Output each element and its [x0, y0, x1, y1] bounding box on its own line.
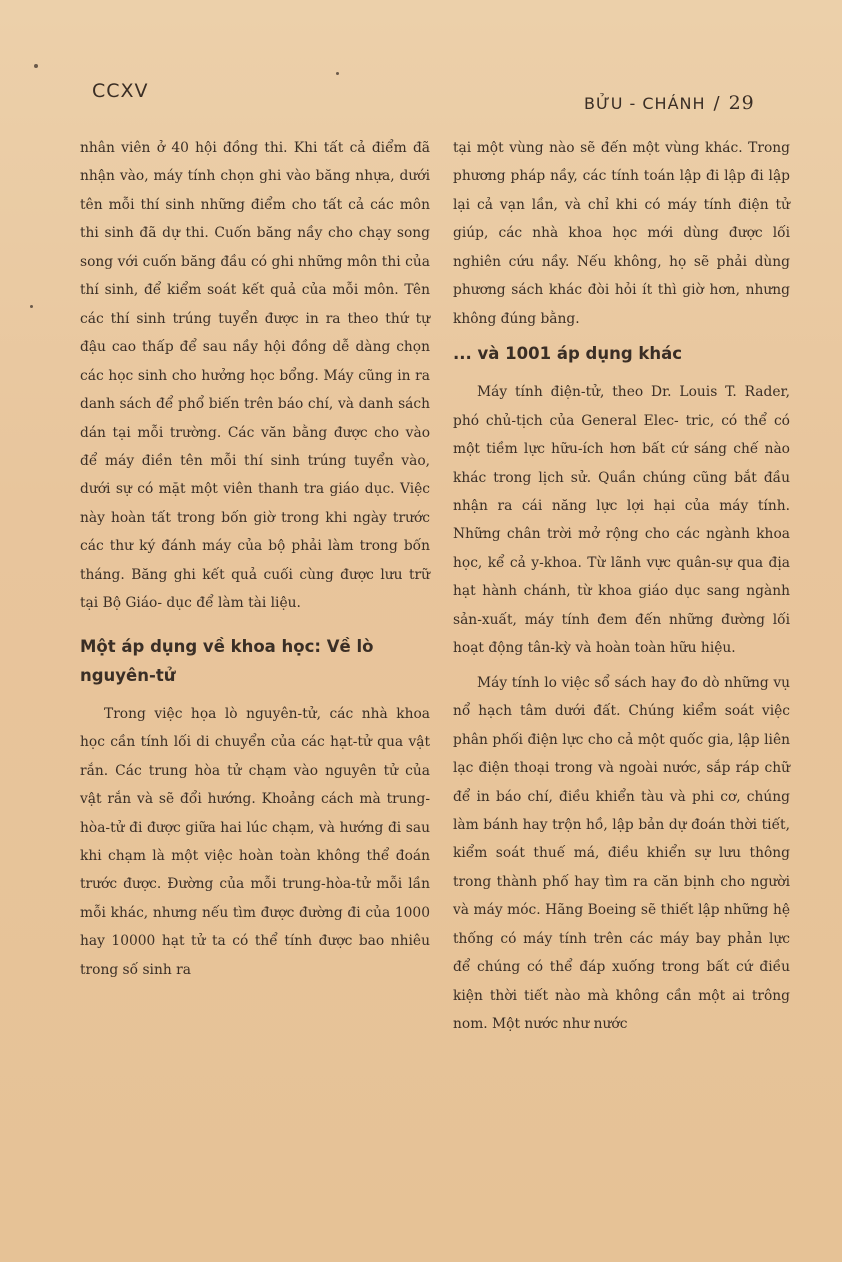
- left-column: [80, 134, 430, 984]
- text-line: thi sinh đã dự thi. Cuốn băng nầy cho: [80, 225, 353, 242]
- text-line: trong bốn tháng. Băng ghi kết quả: [80, 538, 430, 583]
- text-line: máy tính đem đến những đường lối: [524, 611, 790, 628]
- paragraph-nuclear-reactor: [80, 700, 430, 985]
- text-line: một ai trông nom. Một nước như nước: [453, 987, 791, 1033]
- text-line: Máy tính lo việc sổ sách hay đo dò: [477, 674, 720, 691]
- text-line: trúng tuyển vào, dưới sự có mặt một: [80, 452, 431, 498]
- text-line: điều kiện thời tiết nào mà không cần: [453, 959, 790, 1004]
- text-line: hơn bất cứ sáng chế nào khác trong: [453, 441, 790, 486]
- header-separator: /: [713, 93, 721, 114]
- text-line: báo chí, điều khiển tàu và phi cơ, chúng: [495, 788, 791, 805]
- text-line: sách khác đòi hỏi ít thì giờ hơn, nhưng: [511, 282, 790, 299]
- text-line: ra cái năng lực lợi hại của máy tính.: [497, 497, 791, 514]
- text-line: trong và ngoài nước, sắp ráp chữ để in: [453, 760, 791, 805]
- text-line: tính được bao nhiêu trong số sinh ra: [80, 933, 430, 978]
- text-line: Trong phương pháp nầy, các tính toán: [453, 140, 790, 185]
- paper-speck: [336, 72, 339, 75]
- running-title: BỬU - CHÁNH: [584, 94, 706, 113]
- text-line: nầy. Nếu không, họ sẽ phải dùng phương: [453, 253, 791, 299]
- text-line: sự lưu thông trong thành phố hay tìm: [453, 845, 790, 890]
- text-line: Những chân trời mở rộng cho các: [453, 526, 700, 543]
- text-line: soát kết quả của mỗi môn. Tên các thí: [80, 282, 430, 327]
- text-line: của mỗi trung-hòa-tử mỗi lần mỗi khác,: [80, 876, 431, 921]
- text-line: làm bánh hay trộn hồ, lập bản dự đoán: [453, 816, 726, 833]
- text-line: lịch sử. Quần chúng cũng bắt đầu nhận: [453, 469, 791, 514]
- text-line: 1000 hay 10000 hạt tử ta có thể: [80, 904, 430, 950]
- page-number: 29: [728, 92, 755, 114]
- text-line: tự đậu cao thấp để sau nầy hội đồng: [80, 310, 430, 356]
- text-line: các thư ký đánh máy của bộ phải làm: [80, 538, 354, 555]
- text-line: Trong việc họa lò nguyên-tử, các nhà: [104, 705, 388, 722]
- text-line: Máy tính điện-tử, theo Dr. Louis T.: [477, 384, 737, 401]
- text-line: ghi vào băng nhựa, dưới tên mỗi thí: [80, 168, 430, 213]
- text-line: ghi những môn thi của thí sinh, để kiểm: [80, 253, 430, 299]
- text-line: chạy song song với cuốn băng đầu có: [80, 225, 431, 270]
- paragraph-reactor-continued: [453, 134, 790, 333]
- text-line: lò nguyên-tử: [80, 636, 374, 685]
- right-column: [453, 134, 790, 1039]
- text-line: cả một quốc gia, lập liên lạc điện thoại: [453, 731, 791, 777]
- text-line: để chúng có thể đáp xuống trong bất cứ: [453, 959, 753, 976]
- paragraph-exam-results: [80, 134, 430, 618]
- running-header: [584, 92, 804, 114]
- paragraph-computer-uses: [453, 669, 790, 1039]
- text-line: nhưng nếu tìm được đường đi của: [152, 904, 391, 921]
- paper-speck: [30, 305, 33, 308]
- text-line: tất trong bốn giờ trong khi ngày trước: [151, 509, 430, 526]
- text-line: tại mỗi trường. Các văn bằng được: [112, 424, 368, 441]
- text-line: tại một vùng nào sẽ đến một vùng khác.: [453, 140, 743, 156]
- text-line: nhân viên ở 40 hội đồng thi. Khi tất: [80, 140, 344, 156]
- text-line: Một áp dụng về khoa học: Về: [80, 636, 351, 656]
- paragraph-computer-potential: [453, 378, 790, 663]
- text-line: hòa-tử đi được giữa hai lúc chạm, và: [80, 819, 335, 836]
- text-line: và sẽ đổi hướng. Khoảng cách mà trung-: [137, 791, 430, 808]
- text-line: phổ biến trên báo chí, và danh sách dán: [80, 396, 430, 441]
- section-heading-1001-applications: ... và 1001 áp dụng khác: [453, 344, 683, 364]
- text-line: có máy tính trên các máy bay phản lực: [500, 930, 790, 947]
- text-line: dục để làm tài liệu.: [166, 595, 301, 612]
- text-line: cuối cùng được lưu trữ tại Bộ Giáo-: [80, 566, 430, 612]
- text-line: hướng đi sau khi chạm là một việc hoàn: [80, 819, 430, 864]
- text-line: cho vào để máy điền tên mỗi thí sinh: [80, 424, 431, 469]
- text-line: những vụ nổ hạch tâm dưới đất. Chúng: [453, 674, 790, 720]
- text-line: toàn không thể đoán trước được. Đường: [80, 847, 431, 893]
- section-marker: CCXV: [92, 80, 149, 102]
- text-line: ngành khoa học, kể cả y-khoa. Từ lãnh: [453, 526, 790, 571]
- text-line: sinh trúng tuyển được in ra theo thứ: [136, 310, 409, 327]
- text-line: Rader, phó chủ-tịch của General Elec-: [453, 384, 790, 429]
- paper-speck: [34, 64, 38, 68]
- text-line: dễ dàng chọn các học sinh cho hưởng: [80, 339, 430, 384]
- text-line: từ khoa giáo dục sang ngành sản-xuất,: [453, 583, 790, 628]
- text-line: khi có máy tính điện tử giúp, các nhà: [453, 196, 790, 242]
- text-line: sinh những điểm cho tất cả các môn: [165, 196, 430, 213]
- text-line: tric, có thể có một tiềm lực hữu-ích: [453, 412, 790, 458]
- text-line: cả điểm đã nhận vào, máy tính chọn: [80, 140, 430, 185]
- text-line: khoa học cần tính lối di chuyển của: [80, 705, 430, 751]
- text-line: kiểm soát việc phân phối điện lực cho: [453, 703, 791, 748]
- text-line: ra căn bịnh cho người và máy móc.: [453, 873, 790, 919]
- text-line: lập đi lập đi lập lại cả vạn lần, và chỉ: [453, 168, 791, 213]
- text-line: viên thanh tra giáo dục. Việc này hoàn: [80, 481, 431, 526]
- text-line: hoạt động tân-kỳ và hoàn toàn hữu hiệu.: [453, 640, 736, 657]
- text-line: tử chạm vào nguyên tử của vật rắn: [80, 762, 430, 808]
- text-line: khoa học mới dùng được lối nghiên cứu: [453, 225, 791, 270]
- text-line: thời tiết, kiểm soát thuế má, điều khiển: [453, 816, 790, 862]
- text-line: vực quân-sự qua địa hạt hành chánh,: [453, 554, 791, 600]
- text-line: không đúng bằng.: [453, 310, 580, 327]
- text-line: học bổng. Máy cũng in ra danh sách để: [80, 367, 430, 413]
- text-line: Hãng Boeing sẽ thiết lập những hệ thống: [453, 902, 790, 947]
- text-line: các hạt-tử qua vật rắn. Các trung hòa: [80, 734, 431, 779]
- section-heading-science: [80, 632, 430, 690]
